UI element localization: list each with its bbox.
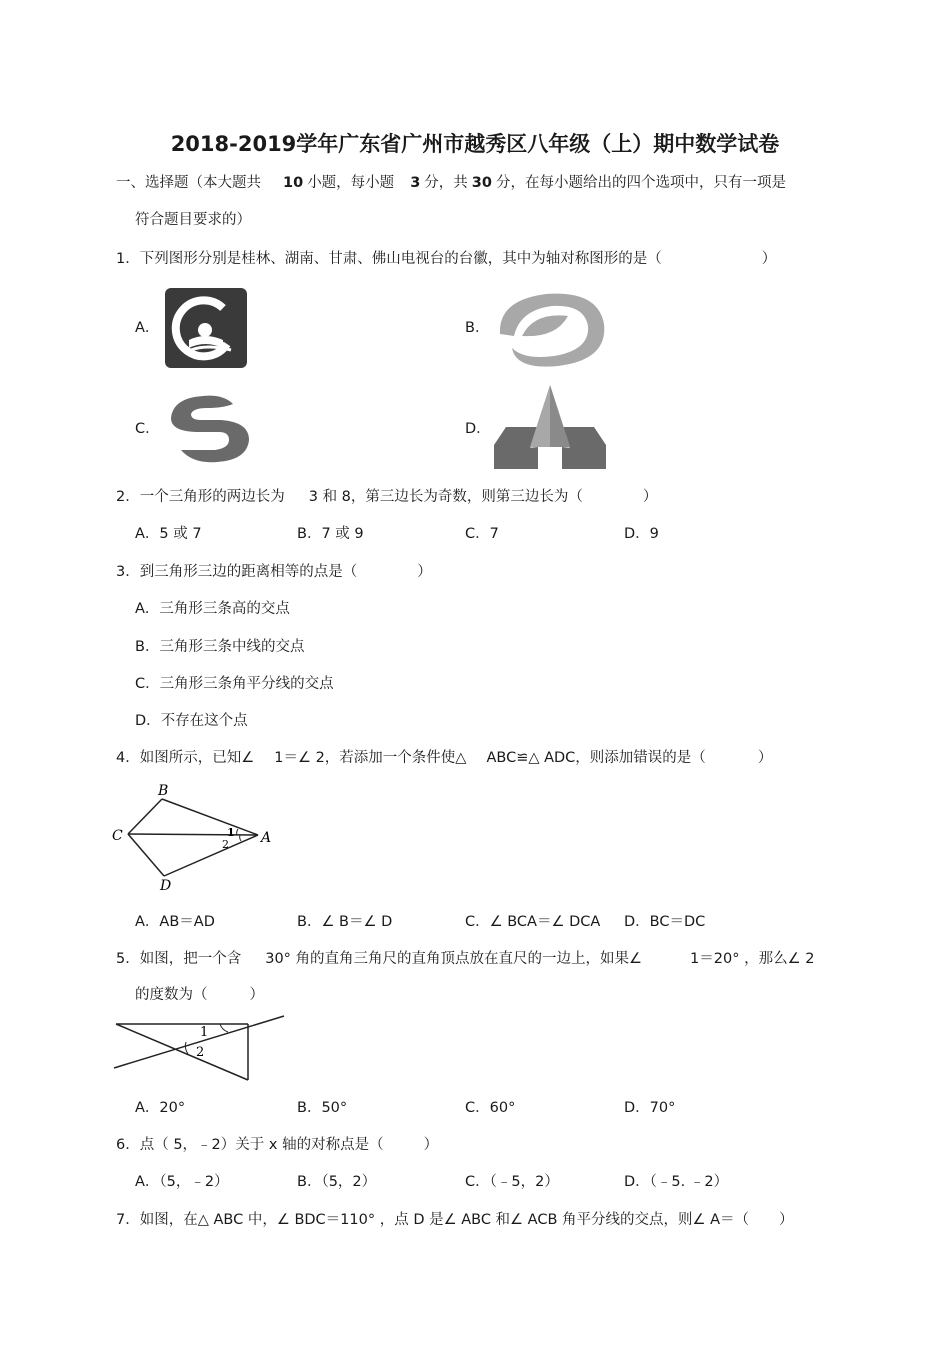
q5-ruler-triangle-figure [112, 1012, 287, 1084]
gansu-tv-logo [163, 390, 253, 466]
q4-option-b: B．∠ B＝∠ D [297, 914, 393, 930]
section-text-b: 小题，每小题 [307, 175, 395, 191]
q5-stem-text-a: 5．如图，把一个含 [116, 951, 242, 967]
q4-label-b: B [158, 783, 169, 799]
q3-option-a: A．三角形三条高的交点 [135, 601, 290, 617]
q3-stem [116, 563, 432, 581]
q4-angle-2-label: 2 [222, 838, 229, 851]
q6-stem [116, 1136, 438, 1154]
q6-option-b: B．（5，2） [297, 1174, 377, 1190]
q1-stem [116, 250, 776, 268]
q4-angle-1-label: 1 [227, 826, 235, 839]
q6-option-c: C．（﹣5，2） [465, 1174, 559, 1190]
q4-option-c: C．∠ BCA＝∠ DCA [465, 914, 601, 930]
q2-close-paren: ） [642, 489, 658, 505]
q6-stem-text: 6．点（ 5，﹣2）关于 x 轴的对称点是（ [116, 1137, 384, 1153]
q5-angle-1-label: 1 [200, 1025, 209, 1040]
section-text-c: 分，共 [424, 175, 468, 191]
q6-option-d: D．（﹣5. ﹣2） [624, 1174, 729, 1190]
q4-option-a: A．AB＝AD [135, 914, 215, 930]
q3-close-paren: ） [417, 564, 432, 580]
q4-stem-text-b: 1＝∠ 2，若添加一个条件使△ [274, 750, 467, 766]
q4-stem-text-c: ABC≌△ ADC，则添加错误的是（ [486, 750, 706, 766]
q5-stem-line1 [116, 950, 814, 968]
q7-stem-text: 7．如图，在△ ABC 中，∠ BDC＝110° ，点 D 是∠ ABC 和∠ ACB 角平分线的交点，则∠ A＝（ [116, 1212, 750, 1228]
q2-option-c: C．7 [465, 526, 499, 542]
q3-option-c: C．三角形三条角平分线的交点 [135, 676, 334, 692]
q5-option-c: C．60° [465, 1100, 516, 1116]
q6-option-a: A．（5，﹣2） [135, 1174, 229, 1190]
section-header-line1 [116, 174, 786, 192]
q3-stem-text: 3．到三角形三边的距离相等的点是（ [116, 564, 358, 580]
q1-close-paren: ） [761, 251, 777, 267]
q2-stem-text-a: 2．一个三角形的两边长为 [116, 489, 285, 505]
q2-option-b: B．7 或 9 [297, 526, 364, 542]
exam-title: 2018-2019学年广东省广州市越秀区八年级（上）期中数学试卷 [170, 132, 780, 156]
q2-option-a: A．5 或 7 [135, 526, 202, 542]
section-num-total: 30 [471, 175, 492, 191]
foshan-tv-logo [494, 385, 606, 469]
guilin-tv-logo [165, 288, 247, 368]
q5-angle-2-label: 2 [196, 1045, 205, 1060]
q2-stem [116, 488, 657, 506]
q7-close-paren: ） [779, 1212, 794, 1228]
q1-option-c-label: C． [135, 421, 160, 437]
q5-option-b: B．50° [297, 1100, 348, 1116]
q5-stem-text-c: 1＝20° ，那么∠ 2 [690, 951, 815, 967]
q1-option-d-label: D． [465, 421, 491, 437]
q4-quadrilateral-figure [110, 782, 275, 894]
q3-option-b: B．三角形三条中线的交点 [135, 639, 305, 655]
section-header-line2: 符合题目要求的） [135, 212, 251, 228]
q4-close-paren: ） [757, 750, 773, 766]
q5-close-paren: ） [249, 987, 264, 1003]
q1-option-a-label: A． [135, 320, 160, 336]
section-text-a: 一、选择题（本大题共 [116, 175, 261, 191]
q6-close-paren: ） [423, 1137, 439, 1153]
q1-option-b-label: B． [465, 320, 490, 336]
q4-stem [116, 749, 772, 767]
q7-stem [116, 1211, 794, 1229]
q3-option-d: D．不存在这个点 [135, 713, 248, 729]
q5-line2-text: 的度数为（ [135, 987, 208, 1003]
q2-stem-text-b: 3 和 8，第三边长为奇数，则第三边长为（ [308, 489, 583, 505]
q1-stem-text: 1．下列图形分别是桂林、湖南、甘肃、佛山电视台的台徽，其中为轴对称图形的是（ [116, 251, 662, 267]
q4-option-d: D．BC＝DC [624, 914, 706, 930]
q2-option-d: D．9 [624, 526, 659, 542]
hunan-tv-logo [494, 290, 608, 368]
section-num-questions: 10 [283, 175, 304, 191]
q5-option-a: A．20° [135, 1100, 186, 1116]
section-num-points: 3 [410, 175, 421, 191]
q4-label-a: A [261, 830, 272, 846]
q4-label-d: D [160, 878, 172, 894]
q5-stem-text-b: 30° 角的直角三角尺的直角顶点放在直尺的一边上，如果∠ [265, 951, 643, 967]
section-text-d: 分，在每小题给出的四个选项中，只有一项是 [495, 175, 786, 191]
q4-stem-text-a: 4．如图所示，已知∠ [116, 750, 255, 766]
q5-option-d: D．70° [624, 1100, 676, 1116]
q4-label-c: C [112, 828, 123, 844]
q5-stem-line2 [135, 986, 264, 1004]
